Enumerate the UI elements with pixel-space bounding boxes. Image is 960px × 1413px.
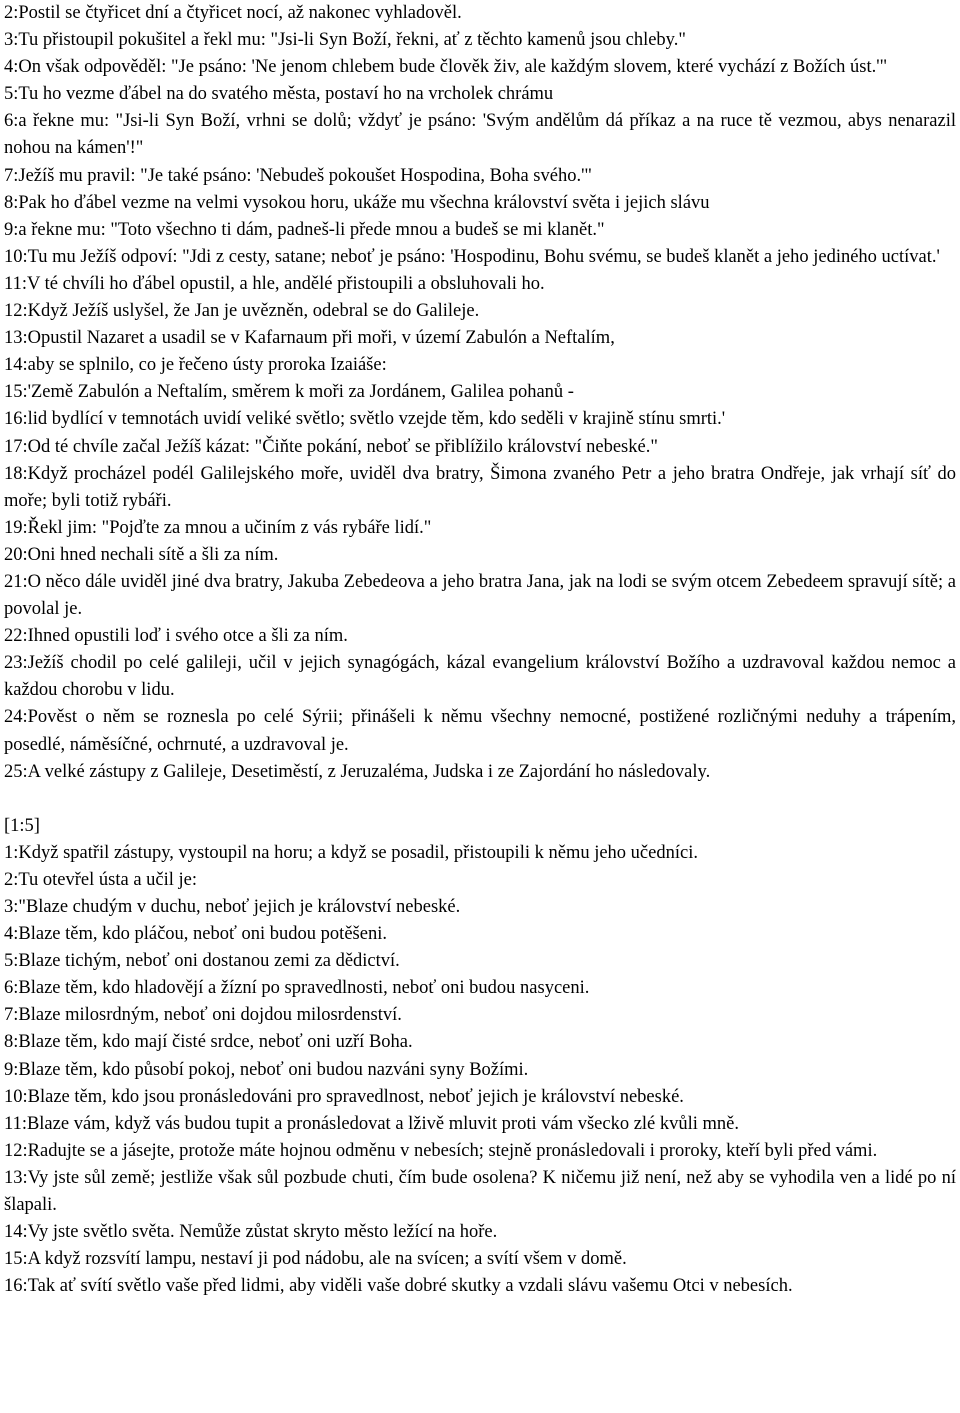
verse-line: 7:Blaze milosrdným, neboť oni dojdou milosrdenství.	[4, 1005, 402, 1026]
verse-block-1	[4, 0, 956, 786]
verse-line: 8:Blaze těm, kdo mají čisté srdce, neboť oni uzří Boha.	[4, 1032, 413, 1053]
verse-line: 9:a řekne mu: "Toto všechno ti dám, padneš-li přede mnou a budeš se mi klanět."	[4, 219, 605, 240]
verse-line: 18:Když procházel podél Galilejského moře, uviděl dva bratry, Šimona zvaného Petr a jeho bratra Ondřeje, jak vrhají síť do moře; byli totiž rybáři.	[4, 463, 956, 511]
verse-line: 11:V té chvíli ho ďábel opustil, a hle, andělé přistoupili a obsluhovali ho.	[4, 273, 545, 294]
verse-line: 4:Blaze těm, kdo pláčou, neboť oni budou potěšeni.	[4, 924, 387, 945]
verse-line: 15:A když rozsvítí lampu, nestaví ji pod nádobu, ale na svícen; a svítí všem v domě.	[4, 1249, 627, 1270]
verse-line: 5:Blaze tichým, neboť oni dostanou zemi za dědictví.	[4, 951, 400, 972]
verse-line: 10:Tu mu Ježíš odpoví: "Jdi z cesty, satane; neboť je psáno: 'Hospodinu, Bohu svému, se budeš klanět a jeho jediného uctívat.'	[4, 246, 940, 267]
verse-line: 4:On však odpověděl: "Je psáno: 'Ne jenom chlebem bude člověk živ, ale každým slovem, které vychází z Božích úst.'"	[4, 57, 888, 78]
verse-line: 16:lid bydlící v temnotách uvidí veliké světlo; světlo vzejde těm, kdo seděli v krajině stínu smrti.'	[4, 409, 726, 430]
verse-line: 23:Ježíš chodil po celé galileji, učil v jejich synagógách, kázal evangelium království Božího a uzdravoval každou nemoc a každou chorobu v lidu.	[4, 653, 956, 701]
verse-line: 25:A velké zástupy z Galileje, Desetiměstí, z Jeruzaléma, Judska i ze Zajordání ho následovaly.	[4, 761, 711, 782]
verse-line: 14:aby se splnilo, co je řečeno ústy proroka Izaiáše:	[4, 355, 387, 376]
verse-line: 8:Pak ho ďábel vezme na velmi vysokou horu, ukáže mu všechna království světa i jejich slávu	[4, 192, 710, 213]
verse-line: 12:Když Ježíš uslyšel, že Jan je uvězněn, odebral se do Galileje.	[4, 301, 480, 322]
verse-line: 13:Opustil Nazaret a usadil se v Kafarnaum při moři, v území Zabulón a Neftalím,	[4, 328, 615, 349]
chapter-marker: [1:5]	[4, 815, 40, 836]
verse-line: 21:O něco dále uviděl jiné dva bratry, Jakuba Zebedeova a jeho bratra Jana, jak na lodi se svým otcem Zebedeem spravují sítě; a povolal je.	[4, 571, 956, 620]
paragraph-gap	[4, 786, 956, 813]
verse-line: 19:Řekl jim: "Pojďte za mnou a učiním z vás rybáře lidí."	[4, 517, 432, 538]
verse-line: 7:Ježíš mu pravil: "Je také psáno: 'Nebudeš pokoušet Hospodina, Boha svého.'"	[4, 165, 592, 186]
verse-line: 1:Když spatřil zástupy, vystoupil na horu; a když se posadil, přistoupili k němu jeho učedníci.	[4, 842, 698, 863]
verse-line: 9:Blaze těm, kdo působí pokoj, neboť oni budou nazváni syny Božími.	[4, 1059, 529, 1080]
verse-line: 6:Blaze těm, kdo hladovějí a žízní po spravedlnosti, neboť oni budou nasyceni.	[4, 978, 590, 999]
verse-line: 3:"Blaze chudým v duchu, neboť jejich je království nebeské.	[4, 897, 461, 917]
verse-line: 15:'Země Zabulón a Neftalím, směrem k moři za Jordánem, Galilea pohanů -	[4, 382, 574, 403]
verse-line: 5:Tu ho vezme ďábel na do svatého města, postaví ho na vrcholek chrámu	[4, 84, 554, 105]
verse-line: 20:Oni hned nechali sítě a šli za ním.	[4, 544, 279, 565]
verse-line: 11:Blaze vám, když vás budou tupit a pronásledovat a lživě mluvit proti vám všecko zlé kvůli mně.	[4, 1113, 740, 1134]
verse-line: 16:Tak ať svítí světlo vaše před lidmi, aby viděli vaše dobré skutky a vzdali slávu vašemu Otci v nebesích.	[4, 1276, 793, 1297]
verse-line: 6:a řekne mu: "Jsi-li Syn Boží, vrhni se dolů; vždyť je psáno: 'Svým andělům dá příkaz a na ruce tě vezmou, abys nenarazil nohou na kámen'!"	[4, 111, 956, 159]
verse-block-2	[4, 840, 956, 1301]
verse-line: 13:Vy jste sůl země; jestliže však sůl pozbude chuti, čím bude osolena? K ničemu již není, než aby se vyhodila ven a lidé po ní šlapali.	[4, 1167, 956, 1216]
verse-line: 14:Vy jste světlo světa. Nemůže zůstat skryto město ležící na hoře.	[4, 1222, 498, 1243]
verse-line: 22:Ihned opustili loď i svého otce a šli za ním.	[4, 626, 348, 647]
verse-line: 24:Pověst o něm se roznesla po celé Sýrii; přinášeli k němu všechny nemocné, postižené rozličnými neduhy a trápením, posedlé, náměsíčné, ochrnuté, a uzdravoval je.	[4, 707, 956, 755]
verse-line: 3:Tu přistoupil pokušitel a řekl mu: "Jsi-li Syn Boží, řekni, ať z těchto kamenů jsou chleby."	[4, 30, 686, 51]
verse-line: 17:Od té chvíle začal Ježíš kázat: "Čiňte pokání, neboť se přiblížilo království nebeské."	[4, 436, 658, 457]
verse-line: 2:Tu otevřel ústa a učil je:	[4, 869, 198, 890]
verse-line: 12:Radujte se a jásejte, protože máte hojnou odměnu v nebesích; stejně pronásledovali i proroky, kteří byli před vámi.	[4, 1140, 878, 1161]
verse-line: 2:Postil se čtyřicet dní a čtyřicet nocí, až nakonec vyhladověl.	[4, 3, 462, 23]
verse-line: 10:Blaze těm, kdo jsou pronásledováni pro spravedlnost, neboť jejich je království nebeské.	[4, 1086, 684, 1107]
